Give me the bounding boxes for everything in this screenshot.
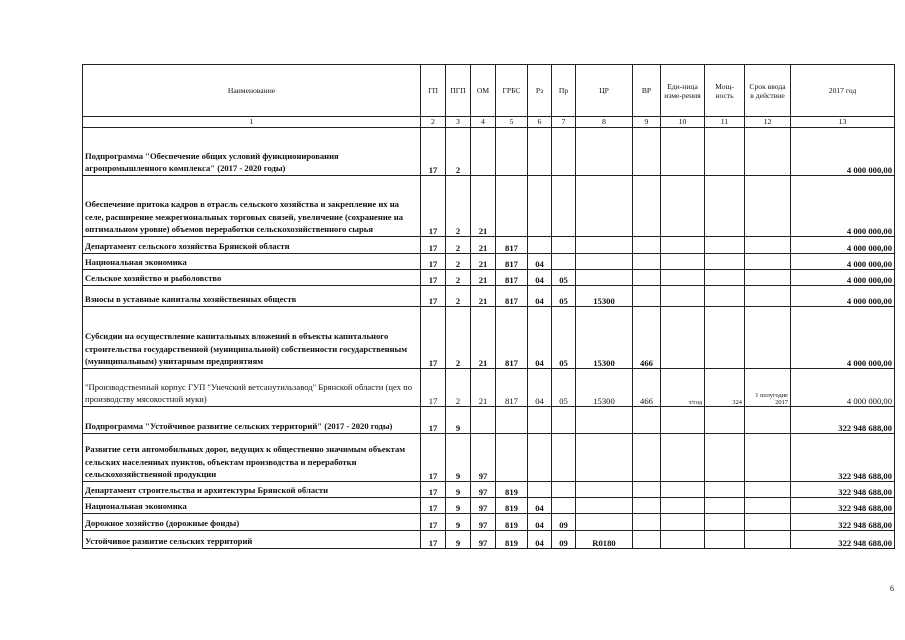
- row-name: "Производственный корпус ГУП "Унечский ветсанутильзавод" Брянской области (цех по производству мясокостной муки): [83, 369, 421, 407]
- row-amount: 4 000 000,00: [791, 254, 895, 270]
- column-number: 2: [421, 117, 446, 128]
- row-rz: [528, 176, 552, 237]
- row-pgp: 2: [446, 128, 471, 176]
- table-row: [83, 498, 895, 514]
- row-rz: [528, 434, 552, 482]
- row-amount: 322 948 688,00: [791, 531, 895, 549]
- column-number: 9: [633, 117, 661, 128]
- row-om: 21: [471, 270, 496, 286]
- row-om: 97: [471, 482, 496, 498]
- row-gp: 17: [421, 128, 446, 176]
- table-row: [83, 369, 895, 407]
- row-term: [745, 254, 791, 270]
- row-pgp: 9: [446, 482, 471, 498]
- row-cr: 15300: [576, 286, 633, 307]
- row-grbs: [496, 407, 528, 434]
- row-pr: [552, 254, 576, 270]
- column-number: 7: [552, 117, 576, 128]
- table-row: [83, 270, 895, 286]
- row-name: Развитие сети автомобильных дорог, ведущих к общественно значимым объектам сельских населенных пунктов, объектам производства и переработки сельскохозяйственной продукции: [83, 434, 421, 482]
- row-gp: 17: [421, 254, 446, 270]
- row-amount: 322 948 688,00: [791, 482, 895, 498]
- row-power: [705, 286, 745, 307]
- row-om: 21: [471, 237, 496, 254]
- row-grbs: [496, 128, 528, 176]
- row-power: [705, 270, 745, 286]
- row-om: 21: [471, 254, 496, 270]
- header-row: [83, 65, 895, 117]
- row-pgp: 9: [446, 407, 471, 434]
- row-om: 97: [471, 531, 496, 549]
- table-row: [83, 254, 895, 270]
- row-vr: [633, 237, 661, 254]
- row-amount: 4 000 000,00: [791, 369, 895, 407]
- row-pgp: 9: [446, 514, 471, 531]
- row-name: Дорожное хозяйство (дорожные фонды): [83, 514, 421, 531]
- row-grbs: [496, 434, 528, 482]
- header-cell: Еди-ница изме-рения: [661, 65, 705, 117]
- row-gp: 17: [421, 270, 446, 286]
- table-row: [83, 176, 895, 237]
- row-power: [705, 407, 745, 434]
- row-rz: 04: [528, 286, 552, 307]
- row-om: 97: [471, 498, 496, 514]
- row-power: [705, 482, 745, 498]
- row-power: [705, 434, 745, 482]
- column-number: 11: [705, 117, 745, 128]
- row-power: [705, 237, 745, 254]
- row-name: Устойчивое развитие сельских территорий: [83, 531, 421, 549]
- row-gp: 17: [421, 407, 446, 434]
- header-cell: Пр: [552, 65, 576, 117]
- column-number: 12: [745, 117, 791, 128]
- row-vr: [633, 254, 661, 270]
- table-row: [83, 531, 895, 549]
- header-cell: 2017 год: [791, 65, 895, 117]
- row-pr: 05: [552, 307, 576, 369]
- table-row: [83, 307, 895, 369]
- header-cell: ВР: [633, 65, 661, 117]
- row-grbs: 819: [496, 498, 528, 514]
- row-gp: 17: [421, 369, 446, 407]
- row-om: 97: [471, 434, 496, 482]
- row-vr: [633, 482, 661, 498]
- column-number: 5: [496, 117, 528, 128]
- row-term: 1 полугодие 2017: [745, 369, 791, 407]
- row-unit: [661, 407, 705, 434]
- row-name: Национальная экономика: [83, 254, 421, 270]
- row-unit: [661, 270, 705, 286]
- row-om: 21: [471, 307, 496, 369]
- row-amount: 4 000 000,00: [791, 270, 895, 286]
- column-number: 4: [471, 117, 496, 128]
- column-number: 1: [83, 117, 421, 128]
- column-number: 6: [528, 117, 552, 128]
- row-grbs: 819: [496, 514, 528, 531]
- row-pgp: 2: [446, 237, 471, 254]
- header-cell: ГП: [421, 65, 446, 117]
- table-body: [83, 128, 895, 549]
- row-pr: [552, 176, 576, 237]
- row-unit: [661, 531, 705, 549]
- row-om: [471, 407, 496, 434]
- row-grbs: [496, 176, 528, 237]
- row-grbs: 817: [496, 369, 528, 407]
- row-amount: 4 000 000,00: [791, 176, 895, 237]
- row-rz: 04: [528, 270, 552, 286]
- row-name: Национальная экономика: [83, 498, 421, 514]
- row-pgp: 2: [446, 270, 471, 286]
- row-term: [745, 128, 791, 176]
- row-grbs: 819: [496, 531, 528, 549]
- row-cr: [576, 128, 633, 176]
- row-cr: [576, 482, 633, 498]
- row-vr: [633, 514, 661, 531]
- column-number: 3: [446, 117, 471, 128]
- row-pgp: 2: [446, 254, 471, 270]
- row-om: 21: [471, 286, 496, 307]
- row-term: [745, 482, 791, 498]
- row-rz: 04: [528, 307, 552, 369]
- row-power: [705, 254, 745, 270]
- row-pgp: 2: [446, 307, 471, 369]
- row-unit: [661, 286, 705, 307]
- row-unit: [661, 237, 705, 254]
- row-term: [745, 286, 791, 307]
- row-cr: [576, 434, 633, 482]
- row-term: [745, 531, 791, 549]
- row-rz: 04: [528, 514, 552, 531]
- row-unit: [661, 514, 705, 531]
- column-number: 8: [576, 117, 633, 128]
- row-unit: [661, 176, 705, 237]
- row-name: Субсидии на осуществление капитальных вложений в объекты капитального строительства государственной (муниципальной) собственности государственным (муниципальным) унитарным предприятиям: [83, 307, 421, 369]
- row-om: 21: [471, 369, 496, 407]
- row-gp: 17: [421, 434, 446, 482]
- header-cell: ГРБС: [496, 65, 528, 117]
- row-grbs: 817: [496, 270, 528, 286]
- row-vr: [633, 270, 661, 286]
- row-term: [745, 307, 791, 369]
- row-pgp: 2: [446, 176, 471, 237]
- row-rz: [528, 407, 552, 434]
- table-row: [83, 514, 895, 531]
- row-grbs: 817: [496, 254, 528, 270]
- row-unit: [661, 254, 705, 270]
- row-pr: [552, 482, 576, 498]
- row-name: Взносы в уставные капиталы хозяйственных обществ: [83, 286, 421, 307]
- row-cr: [576, 270, 633, 286]
- row-pgp: 9: [446, 434, 471, 482]
- row-gp: 17: [421, 531, 446, 549]
- row-grbs: 817: [496, 307, 528, 369]
- row-term: [745, 270, 791, 286]
- table-row: [83, 237, 895, 254]
- row-rz: 04: [528, 369, 552, 407]
- row-term: [745, 498, 791, 514]
- row-pr: [552, 498, 576, 514]
- row-amount: 4 000 000,00: [791, 237, 895, 254]
- row-amount: 4 000 000,00: [791, 128, 895, 176]
- header-cell: Срок ввода в действие: [745, 65, 791, 117]
- row-cr: R0180: [576, 531, 633, 549]
- row-amount: 4 000 000,00: [791, 307, 895, 369]
- header-cell: Наименование: [83, 65, 421, 117]
- row-gp: 17: [421, 482, 446, 498]
- page-number: 6: [890, 584, 894, 593]
- row-name: Сельское хозяйство и рыболовство: [83, 270, 421, 286]
- row-rz: 04: [528, 498, 552, 514]
- row-om: 97: [471, 514, 496, 531]
- row-term: [745, 176, 791, 237]
- row-pgp: 9: [446, 498, 471, 514]
- row-gp: 17: [421, 176, 446, 237]
- header-cell: Рз: [528, 65, 552, 117]
- table-row: [83, 128, 895, 176]
- row-om: 21: [471, 176, 496, 237]
- row-pr: [552, 407, 576, 434]
- budget-table: [82, 64, 895, 549]
- row-gp: 17: [421, 307, 446, 369]
- row-vr: 466: [633, 369, 661, 407]
- row-unit: [661, 498, 705, 514]
- row-grbs: 819: [496, 482, 528, 498]
- row-cr: [576, 176, 633, 237]
- row-cr: [576, 254, 633, 270]
- row-pr: 09: [552, 531, 576, 549]
- row-unit: [661, 434, 705, 482]
- row-name: Подпрограмма "Устойчивое развитие сельских территорий" (2017 - 2020 годы): [83, 407, 421, 434]
- row-term: [745, 237, 791, 254]
- row-power: [705, 307, 745, 369]
- row-pgp: 2: [446, 286, 471, 307]
- row-vr: [633, 128, 661, 176]
- row-unit: [661, 482, 705, 498]
- table-row: [83, 434, 895, 482]
- row-vr: [633, 176, 661, 237]
- row-power: [705, 531, 745, 549]
- row-rz: 04: [528, 531, 552, 549]
- row-vr: [633, 434, 661, 482]
- row-gp: 17: [421, 237, 446, 254]
- row-power: [705, 498, 745, 514]
- header-cell: ПГП: [446, 65, 471, 117]
- row-amount: 322 948 688,00: [791, 407, 895, 434]
- row-rz: [528, 237, 552, 254]
- row-pr: 09: [552, 514, 576, 531]
- row-amount: 4 000 000,00: [791, 286, 895, 307]
- column-number: 13: [791, 117, 895, 128]
- row-cr: [576, 407, 633, 434]
- row-pr: [552, 434, 576, 482]
- row-amount: 322 948 688,00: [791, 498, 895, 514]
- row-power: [705, 176, 745, 237]
- header-cell: Мощ-ность: [705, 65, 745, 117]
- row-cr: [576, 237, 633, 254]
- row-pgp: 9: [446, 531, 471, 549]
- column-number: 10: [661, 117, 705, 128]
- row-pr: 05: [552, 270, 576, 286]
- row-unit: т/год: [661, 369, 705, 407]
- row-power: 324: [705, 369, 745, 407]
- row-vr: [633, 407, 661, 434]
- row-term: [745, 407, 791, 434]
- header-cell: ОМ: [471, 65, 496, 117]
- row-name: Подпрограмма "Обеспечение общих условий функционирования агропромышленного комплекса" (2017 - 2020 годы): [83, 128, 421, 176]
- row-pr: 05: [552, 286, 576, 307]
- row-cr: [576, 498, 633, 514]
- row-pr: [552, 237, 576, 254]
- header-cell: ЦР: [576, 65, 633, 117]
- row-cr: 15300: [576, 369, 633, 407]
- row-gp: 17: [421, 286, 446, 307]
- row-unit: [661, 307, 705, 369]
- row-name: Обеспечение притока кадров в отрасль сельского хозяйства и закрепление их на селе, расширение межрегиональных торговых связей, увеличение (сохранение на оптимальном уровне) объемов переработки сельскохозяйственного сырья: [83, 176, 421, 237]
- row-rz: 04: [528, 254, 552, 270]
- row-term: [745, 434, 791, 482]
- row-vr: [633, 498, 661, 514]
- column-number-row: [83, 117, 895, 128]
- row-grbs: 817: [496, 286, 528, 307]
- row-rz: [528, 128, 552, 176]
- row-grbs: 817: [496, 237, 528, 254]
- row-term: [745, 514, 791, 531]
- row-rz: [528, 482, 552, 498]
- table-row: [83, 407, 895, 434]
- row-unit: [661, 128, 705, 176]
- row-power: [705, 514, 745, 531]
- row-pr: 05: [552, 369, 576, 407]
- row-name: Департамент сельского хозяйства Брянской области: [83, 237, 421, 254]
- row-vr: 466: [633, 307, 661, 369]
- row-cr: 15300: [576, 307, 633, 369]
- row-cr: [576, 514, 633, 531]
- row-pgp: 2: [446, 369, 471, 407]
- row-name: Департамент строительства и архитектуры Брянской области: [83, 482, 421, 498]
- row-vr: [633, 286, 661, 307]
- row-gp: 17: [421, 514, 446, 531]
- row-amount: 322 948 688,00: [791, 434, 895, 482]
- row-pr: [552, 128, 576, 176]
- row-om: [471, 128, 496, 176]
- row-power: [705, 128, 745, 176]
- row-gp: 17: [421, 498, 446, 514]
- row-amount: 322 948 688,00: [791, 514, 895, 531]
- table-row: [83, 482, 895, 498]
- row-vr: [633, 531, 661, 549]
- table-row: [83, 286, 895, 307]
